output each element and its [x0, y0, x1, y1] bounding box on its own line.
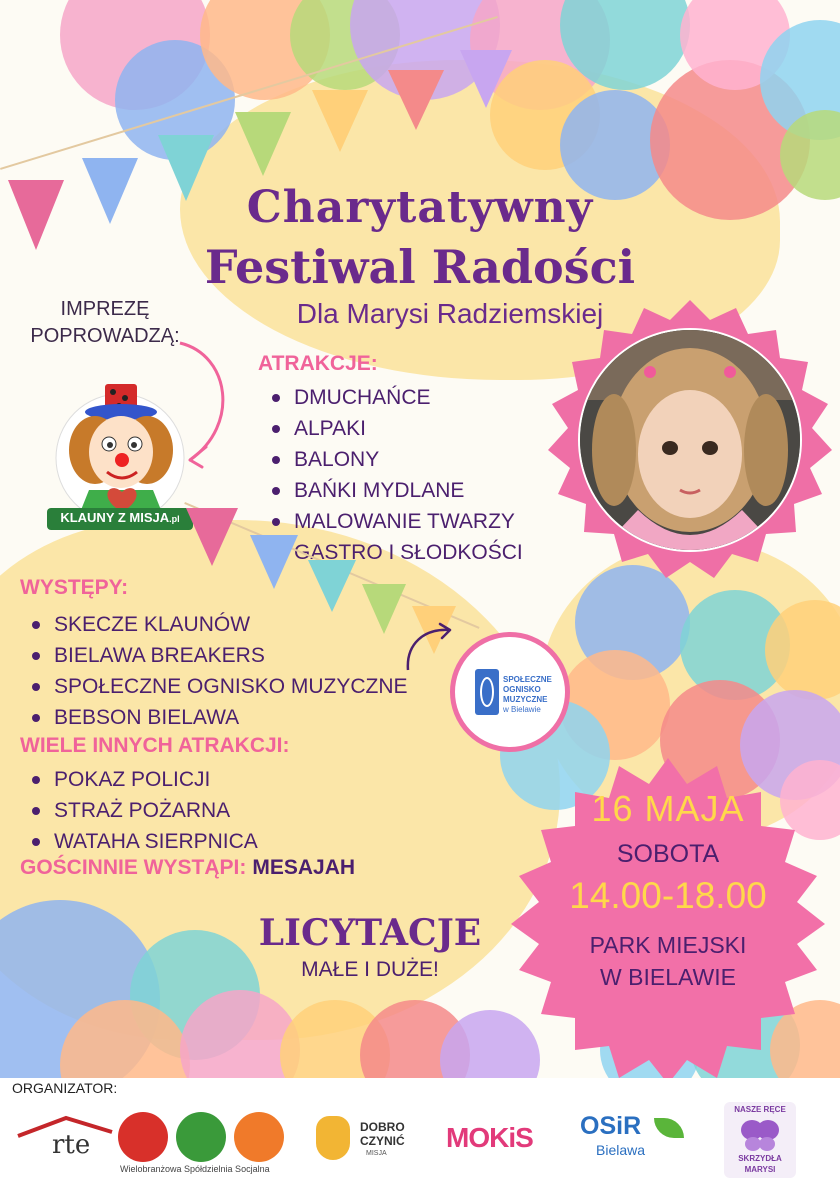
dobro-czynic-logo [316, 1114, 426, 1166]
bunting-flag [308, 560, 356, 612]
butterfly-icon [740, 1118, 780, 1152]
list-item: DMUCHAŃCE [268, 382, 523, 413]
osir-text: OSiR [580, 1112, 642, 1140]
guest-value: MESAJAH [252, 856, 356, 879]
arrow-to-logo-icon [400, 620, 460, 680]
clown-logo-name: KLAUNY Z MISJA [60, 510, 170, 525]
rte-logo [14, 1112, 114, 1162]
bunting-flag [235, 112, 291, 176]
list-item: STRAŻ POŻARNA [28, 795, 258, 826]
music-school-text [503, 675, 565, 715]
event-place-line-1: PARK MIEJSKI [589, 932, 747, 958]
title-line-1: Charytatywny [246, 182, 594, 233]
mokis-logo: MOKiS [446, 1122, 533, 1153]
bunting-flag [186, 508, 238, 566]
nasze-line-3: MARYSI [744, 1165, 776, 1174]
list-item: SPOŁECZNE OGNISKO MUZYCZNE [28, 671, 408, 702]
music-school-line-2: OGNISKO [503, 685, 541, 694]
auction-subtitle: MAŁE I DUŻE! [301, 958, 439, 981]
clown-logo-text [45, 510, 195, 525]
coop-logo-3 [234, 1112, 284, 1162]
auction-title: LICYTACJE [258, 912, 482, 954]
bunting-flag [460, 50, 512, 108]
nasze-rece-logo [724, 1102, 796, 1178]
list-item: ALPAKI [268, 413, 523, 444]
performances-heading: WYSTĘPY: [20, 576, 129, 599]
rte-text: rte [52, 1130, 91, 1160]
event-place [505, 929, 831, 993]
host-label: IMPREZĘ POPROWADZĄ: [30, 298, 180, 347]
osir-logo [576, 1112, 696, 1162]
event-time: 14.00-18.00 [569, 875, 767, 916]
music-school-logo [450, 632, 570, 752]
girl-portrait-icon [580, 330, 800, 550]
dobro-line-3: MISJA [366, 1150, 387, 1157]
event-place-line-2: W BIELAWIE [600, 964, 736, 990]
performances-list [28, 609, 408, 733]
event-date: 16 MAJA [591, 788, 745, 829]
clown-logo-suffix: .pl [169, 514, 180, 524]
list-item: BALONY [268, 444, 523, 475]
osir-city: Bielawa [596, 1142, 646, 1158]
list-item: SKECZE KLAUNÓW [28, 609, 408, 640]
music-school-line-3: MUZYCZNE [503, 695, 548, 704]
hand-icon [316, 1116, 350, 1160]
bunting-flag [250, 535, 298, 589]
other-heading: WIELE INNYCH ATRAKCJI: [20, 734, 290, 757]
girl-photo [580, 330, 800, 550]
bunting-flag [388, 70, 444, 130]
osir-leaf-icon [654, 1118, 684, 1138]
list-item: BEBSON BIELAWA [28, 702, 408, 733]
guest-line [20, 856, 355, 880]
clown-logo [45, 380, 195, 535]
event-day: SOBOTA [616, 840, 720, 868]
subtitle: Dla Marysi Radziemskiej [296, 298, 604, 329]
coop-caption: Wielobranżowa Spółdzielnia Socjalna [120, 1164, 270, 1174]
guest-label: GOŚCINNIE WYSTĄPI: [20, 856, 247, 879]
attractions-list [268, 382, 523, 568]
coop-logo-1 [118, 1112, 168, 1162]
list-item: BIELAWA BREAKERS [28, 640, 408, 671]
title-line-2: Festiwal Radości [204, 240, 636, 294]
list-item: POKAZ POLICJI [28, 764, 258, 795]
music-school-line-1: SPOŁECZNE [503, 675, 552, 684]
list-item: WATAHA SIERPNICA [28, 826, 258, 857]
organizer-label: ORGANIZATOR: [12, 1080, 118, 1096]
list-item: GASTRO I SŁODKOŚCI [268, 537, 523, 568]
coop-logo-2 [176, 1112, 226, 1162]
nasze-line-2: SKRZYDŁA [738, 1154, 782, 1163]
attractions-heading: ATRAKCJE: [258, 352, 378, 375]
other-list [28, 764, 258, 857]
list-item: MALOWANIE TWARZY [268, 506, 523, 537]
dobro-line-2: CZYNIĆ [360, 1134, 405, 1148]
bunting-flag [312, 90, 368, 152]
list-item: BAŃKI MYDLANE [268, 475, 523, 506]
dobro-line-1: DOBRO [360, 1120, 405, 1134]
violin-icon [475, 669, 499, 715]
music-school-line-4: w Bielawie [503, 705, 541, 714]
nasze-line-1: NASZE RĘCE [734, 1105, 786, 1114]
